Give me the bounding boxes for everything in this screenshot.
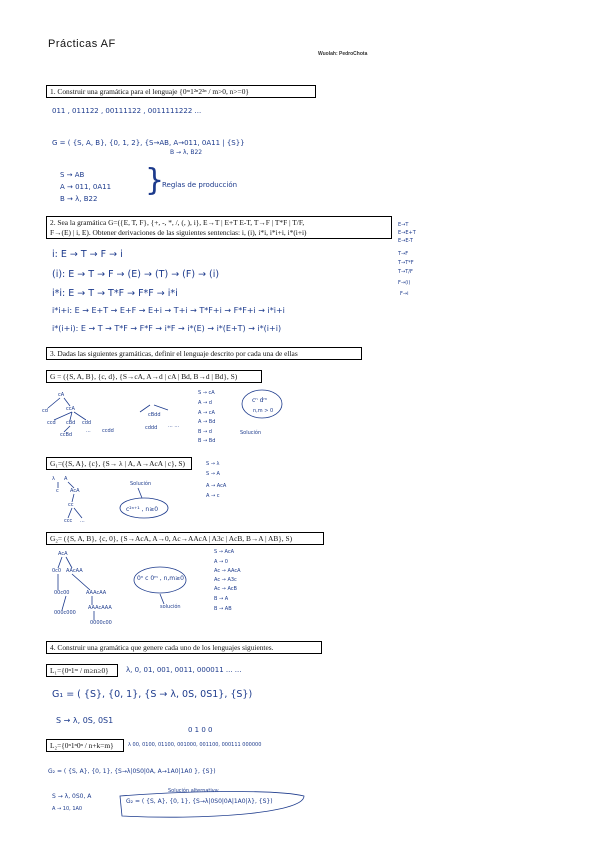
- author-label: Wuolah: PedroChota: [318, 51, 368, 57]
- ex4-l2-language: L₂={0ⁿ1ⁿ0ⁿ / n+k=m}: [50, 741, 114, 750]
- ex3-g3-rule: B → A: [214, 596, 229, 602]
- ex3-g1-tree-node: cd: [42, 408, 48, 414]
- ex4-l1-hw-rules: S → λ, 0S, 0S1: [56, 716, 114, 725]
- ex3-g3-tree-node: 000c000: [54, 610, 76, 616]
- ex2-side-rule: E→E+T: [398, 230, 416, 236]
- ex2-side-rule: T→T/F: [398, 269, 413, 275]
- ex3-g1-rule: B → d: [198, 429, 212, 435]
- ex3-g1-solution: cⁿ dᵐ: [252, 397, 268, 404]
- ex4-l1-language: L₁={0ⁿ1ᵐ / m≥n≥0}: [50, 666, 109, 675]
- ex3-g3-tree-node: 0000c00: [90, 620, 112, 626]
- ex3-g1-rule: A → cA: [198, 410, 215, 416]
- ex3-g1-tree-node: cdd: [82, 420, 92, 426]
- ex1-hw-rule: A → 011, 0A11: [60, 183, 112, 191]
- ex4-l2-hw-grammar: G₂ = ( {S, A}, {0, 1}, {S→λ|0S0|0A, A→1A0|1A0 }, {S}): [48, 768, 216, 775]
- ex3-g2-tree-node: AcA: [70, 488, 80, 494]
- ex1-hw-grammar: G = ( {S, A, B}, {0, 1, 2}, {S→AB, A→011, 0A11 | {S}}: [52, 139, 245, 147]
- ex3-g1-tree-node: ... ...: [168, 423, 180, 429]
- ex3-g3-solution-label: solución: [160, 604, 181, 610]
- ex3-g1-tree-node: ccBd: [60, 432, 73, 438]
- ex3-g1-tree-node: ...: [86, 428, 91, 434]
- ex4-l2-hw-solution-label: Solución alternativa:: [168, 788, 220, 794]
- ex3-g2-tree-node: λ: [52, 476, 55, 482]
- ex4-l2-hw-words: λ 00, 0100, 01100, 001000, 001100, 000111 000000: [128, 742, 262, 748]
- ex3-g1-tree-node: cBd: [66, 420, 76, 426]
- ex3-g3-tree-node: 0c0: [52, 568, 62, 574]
- ex4-l2-hw-rules: S → λ, 0S0, A: [52, 793, 92, 800]
- ex3-g3-tree-node: AAcAA: [66, 568, 83, 574]
- ex3-g3-tree-node: AAAcAA: [86, 590, 107, 596]
- ex1-hw-rule: S → AB: [60, 171, 85, 179]
- ex3-g2-solution: c²ⁿ⁺¹ , n≥0: [126, 506, 159, 513]
- ex3-g3-tree-node: 00c00: [54, 590, 70, 596]
- ex3-g3-rule: S → AcA: [214, 549, 235, 555]
- ex3-g3-solution: 0ⁿ c 0ᵐ , n,m≥0: [137, 575, 184, 582]
- ex3-g2-tree-node: ...: [80, 518, 85, 524]
- ex1-hw-words: 011 , 011122 , 00111122 , 0011111222 ...: [52, 107, 202, 115]
- ex2-statement-line2: F→(E) | i, E). Obtener derivaciones de las siguientes sentencias: i, (i), i*i, i*i+i, i*(i+i): [50, 227, 307, 237]
- ex3-g1-rule: B → Bd: [198, 438, 216, 444]
- ex3-g1-tree-node: ccA: [66, 406, 75, 412]
- ex4-l1-hw-words: λ, 0, 01, 001, 0011, 000011 ... ...: [126, 666, 242, 674]
- ex2-statement-line1: 2. Sea la gramática G=({E, T, F}, {+, -, *, /, (, ), i}, E→T | E+T E-T, T→F | T*F | T/F,: [50, 218, 305, 227]
- ex3-g1-rule: A → d: [198, 400, 212, 406]
- ex3-g1-grammar: G = ({S, A, B}, {c, d}, {S→cA, A→d | cA | Bd, B→d | Bd}, S): [50, 372, 238, 381]
- ex1-brace-label: Reglas de producción: [162, 181, 238, 189]
- ex3-g3-tree-node: AAAcAAA: [88, 605, 112, 611]
- ex2-derivation: i: E → T → F → i: [52, 249, 123, 260]
- ex3-g1-tree-node: ccd: [47, 420, 56, 426]
- ex3-g2-grammar: G₁=({S, A}, {c}, {S→ λ | A, A→AcA | c}, S): [50, 459, 185, 468]
- ex2-side-rule: E→T: [398, 222, 409, 228]
- ex3-g2-solution-label: Solución: [130, 481, 152, 487]
- page-title: Prácticas AF: [48, 38, 116, 50]
- ex2-side-rule: F→(i): [398, 280, 411, 286]
- ex3-g2-tree-node: A: [64, 476, 68, 482]
- ex3-g3-rule: B → AB: [214, 606, 232, 612]
- ex1-brace-icon: }: [145, 163, 165, 198]
- ex2-derivation: i*(i+i): E → T → T*F → F*F → i*F → i*(E) → i*(E+T) → i*(i+i): [52, 324, 282, 333]
- ex2-side-rule: F→i: [400, 291, 409, 297]
- ex3-g2-tree-node: cc: [68, 502, 74, 508]
- ex2-derivation: i*i+i: E → E+T → E+F → E+i → T+i → T*F+i → F*F+i → i*i+i: [52, 306, 285, 315]
- ex2-derivation: i*i: E → T → T*F → F*F → i*i: [52, 288, 178, 299]
- ex3-g2-rule: A → AcA: [206, 483, 227, 489]
- ex3-g2-rule: S → λ: [206, 461, 220, 467]
- ex4-statement: 4. Construir una gramática que genere cada uno de los lenguajes siguientes.: [50, 643, 274, 652]
- ex3-g2-rule: S → A: [206, 471, 220, 477]
- ex1-statement: 1. Construir una gramática para el lenguaje {0ᵐ1²ⁿ2²ⁿ / m>0, n>=0}: [50, 87, 249, 96]
- ex3-g3-rule: Ac → A3c: [214, 577, 237, 583]
- ex3-g3-rule: Ac → AAcA: [214, 568, 241, 574]
- ex3-g2-tree-node: ccc: [64, 518, 73, 524]
- ex3-g1-tree-node: cBdd: [148, 412, 161, 418]
- ex4-l1-hw-extra: 0 1 0 0: [188, 726, 213, 734]
- ex2-side-rule: T→F: [398, 251, 409, 257]
- ex3-g1-tree-node: cA: [58, 392, 65, 398]
- ex3-g1-solution-cond: n,m > 0: [253, 408, 274, 414]
- ex2-derivation: (i): E → T → F → (E) → (T) → (F) → (i): [52, 269, 220, 280]
- ex4-l2-hw-rules2: A → 10, 1A0: [52, 806, 83, 812]
- ex3-g3-grammar: G₂= ({S, A, B}, {c, 0}, {S→AcA, A→0, Ac→AAcA | A3c | AcB, B→A | AB}, S): [50, 534, 293, 543]
- ex4-l1-hw-grammar: G₁ = ( {S}, {0, 1}, {S → λ, 0S, 0S1}, {S}): [52, 689, 253, 700]
- ex3-g1-tree-node: ccdd: [102, 428, 114, 434]
- ex2-side-rule: T→T*F: [398, 260, 414, 266]
- ex2-side-rule: E→E-T: [398, 238, 413, 244]
- ex1-hw-grammar2: B → λ, B22: [170, 149, 203, 156]
- ex3-g1-rule: A → Bd: [198, 419, 216, 425]
- ex3-g3-rule: A → 0: [214, 559, 228, 565]
- ex3-g1-tree-node: cddd: [145, 425, 158, 431]
- ex3-g1-solution-label: Solución: [240, 430, 262, 436]
- ex3-g3-tree-node: AcA: [58, 551, 68, 557]
- ex4-l2-hw-solution: G₂ = ( {S, A}, {0, 1}, {S→λ|0S0|0A|1A0|λ}, {S}): [126, 798, 273, 805]
- ex3-g2-tree-node: c: [56, 488, 59, 494]
- ex3-g3-rule: Ac → AcB: [214, 586, 237, 592]
- ex3-statement: 3. Dadas las siguientes gramáticas, definir el lenguaje descrito por cada una de ellas: [50, 349, 298, 358]
- ex1-hw-rule: B → λ, B22: [60, 195, 98, 203]
- ex3-g1-rule: S → cA: [198, 390, 215, 396]
- ex3-g2-rule: A → c: [206, 493, 220, 499]
